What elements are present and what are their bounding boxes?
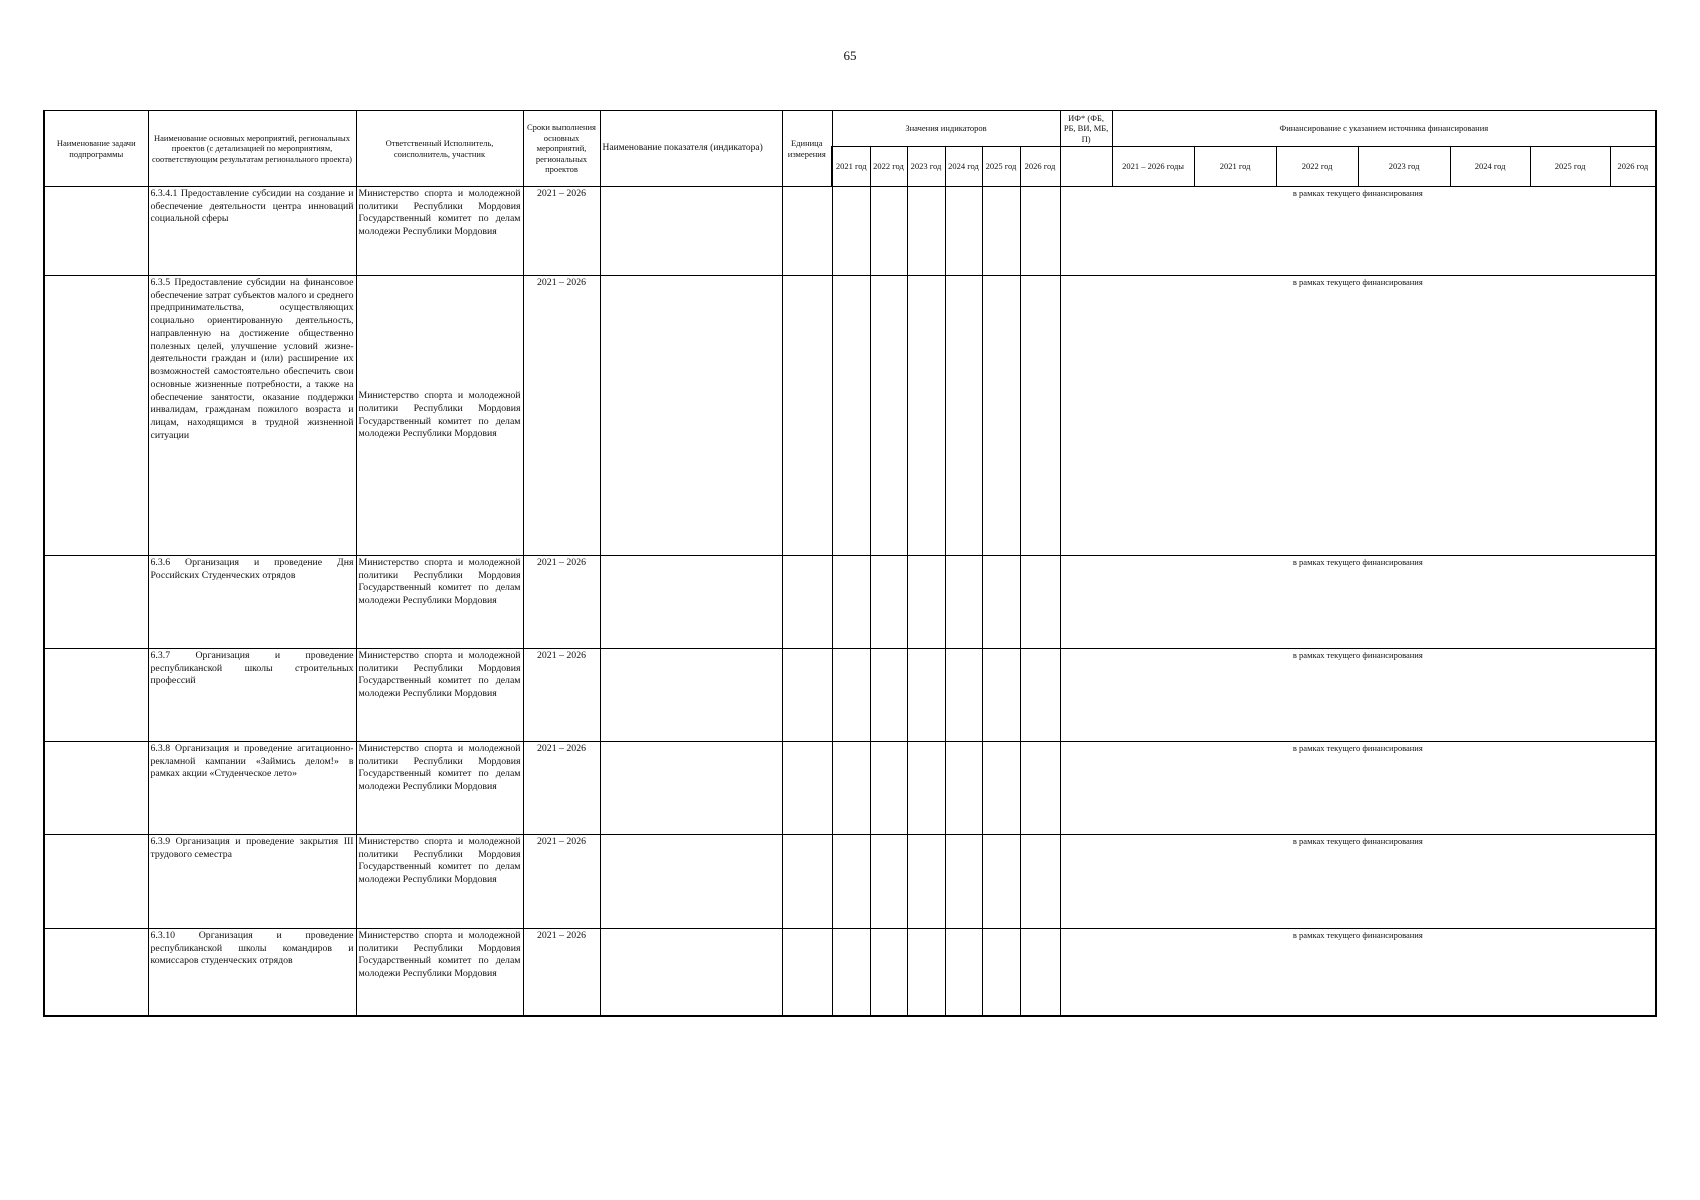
measure-cell: 6.3.4.1 Предоставление субсидии на создание и обеспечение деятельности центра инноваций социальной сферы xyxy=(148,187,356,276)
period-cell: 2021 – 2026 xyxy=(523,835,600,929)
table-row xyxy=(44,835,1656,929)
indicator-cell xyxy=(600,556,782,649)
value-cell xyxy=(870,276,907,556)
period-cell: 2021 – 2026 xyxy=(523,649,600,742)
value-cell xyxy=(832,649,870,742)
header-executor: Ответственный Исполнитель, соисполнитель, участник xyxy=(356,111,523,187)
executor-cell: Министерство спорта и молодежной политики Республики Мордовия Государственный комитет по делам молодежи Республики Мордовия xyxy=(356,187,523,276)
indicator-cell xyxy=(600,835,782,929)
measure-cell: 6.3.8 Организация и проведение агитационно-рекламной кампании «Займись делом!» в рамках акции «Студенческое лето» xyxy=(148,742,356,835)
value-cell xyxy=(945,835,982,929)
value-cell xyxy=(907,187,945,276)
value-cell xyxy=(945,276,982,556)
header-financing: Финансирование с указанием источника финансирования xyxy=(1112,111,1656,147)
period-cell: 2021 – 2026 xyxy=(523,276,600,556)
value-cell xyxy=(945,929,982,1016)
header-indicator-values: Значения индикаторов xyxy=(832,111,1060,147)
header-indicator-name: Наименование показателя (индикатора) xyxy=(600,111,782,187)
unit-cell xyxy=(782,276,832,556)
unit-cell xyxy=(782,556,832,649)
header-fin-2024: 2024 год xyxy=(1450,147,1530,187)
table-row xyxy=(44,556,1656,649)
header-source-blank xyxy=(1060,147,1112,187)
unit-cell xyxy=(782,835,832,929)
indicator-cell xyxy=(600,742,782,835)
header-task-name: Наименование задачи подпрограммы xyxy=(44,111,148,187)
table-row xyxy=(44,649,1656,742)
value-cell xyxy=(982,187,1020,276)
value-cell xyxy=(982,649,1020,742)
page-number: 65 xyxy=(843,48,857,63)
task-cell xyxy=(44,556,148,649)
period-cell: 2021 – 2026 xyxy=(523,742,600,835)
value-cell xyxy=(870,742,907,835)
executor-cell: Министерство спорта и молодежной политики Республики Мордовия Государственный комитет по делам молодежи Республики Мордовия xyxy=(356,929,523,1016)
unit-cell xyxy=(782,742,832,835)
executor-cell: Министерство спорта и молодежной политики Республики Мордовия Государственный комитет по делам молодежи Республики Мордовия xyxy=(356,835,523,929)
funding-cell: в рамках текущего финансирования xyxy=(1060,276,1656,556)
indicator-cell xyxy=(600,187,782,276)
table-row xyxy=(44,276,1656,556)
value-cell xyxy=(1020,187,1060,276)
measure-cell: 6.3.6 Организация и проведение Дня Российских Студенческих отрядов xyxy=(148,556,356,649)
header-fin-2026: 2026 год xyxy=(1610,147,1656,187)
header-fin-2022: 2022 год xyxy=(1276,147,1358,187)
funding-cell: в рамках текущего финансирования xyxy=(1060,929,1656,1016)
funding-cell: в рамках текущего финансирования xyxy=(1060,835,1656,929)
unit-cell xyxy=(782,929,832,1016)
value-cell xyxy=(982,276,1020,556)
value-cell xyxy=(907,742,945,835)
unit-cell xyxy=(782,187,832,276)
value-cell xyxy=(945,187,982,276)
task-cell xyxy=(44,649,148,742)
value-cell xyxy=(907,649,945,742)
value-cell xyxy=(1020,835,1060,929)
executor-cell: Министерство спорта и молодежной политики Республики Мордовия Государственный комитет по делам молодежи Республики Мордовия xyxy=(356,556,523,649)
value-cell xyxy=(982,742,1020,835)
funding-cell: в рамках текущего финансирования xyxy=(1060,649,1656,742)
value-cell xyxy=(832,556,870,649)
header-year-2026: 2026 год xyxy=(1020,147,1060,187)
executor-cell: Министерство спорта и молодежной политики Республики Мордовия Государственный комитет по делам молодежи Республики Мордовия xyxy=(356,742,523,835)
value-cell xyxy=(945,742,982,835)
period-cell: 2021 – 2026 xyxy=(523,929,600,1016)
executor-cell: Министерство спорта и молодежной политики Республики Мордовия Государственный комитет по делам молодежи Республики Мордовия xyxy=(356,649,523,742)
funding-cell: в рамках текущего финансирования xyxy=(1060,556,1656,649)
indicator-cell xyxy=(600,929,782,1016)
value-cell xyxy=(907,835,945,929)
table-row xyxy=(44,742,1656,835)
task-cell xyxy=(44,742,148,835)
header-measure-name: Наименование основных мероприятий, региональных проектов (с детализацией по мероприятиям, соответствующим результатам регионального проекта) xyxy=(148,111,356,187)
funding-cell: в рамках текущего финансирования xyxy=(1060,742,1656,835)
header-year-2021: 2021 год xyxy=(832,147,870,187)
table-row xyxy=(44,929,1656,1016)
measure-cell: 6.3.7 Организация и проведение республиканской школы строительных профессий xyxy=(148,649,356,742)
value-cell xyxy=(982,835,1020,929)
header-period: Сроки выполнения основных мероприятий, региональных проектов xyxy=(523,111,600,187)
value-cell xyxy=(870,556,907,649)
task-cell xyxy=(44,187,148,276)
period-cell: 2021 – 2026 xyxy=(523,187,600,276)
value-cell xyxy=(945,649,982,742)
measure-cell: 6.3.10 Организация и проведение республиканской школы командиров и комиссаров студенческих отрядов xyxy=(148,929,356,1016)
header-source: ИФ* (ФБ, РБ, ВИ, МБ, П) xyxy=(1060,111,1112,147)
value-cell xyxy=(1020,649,1060,742)
measure-cell: 6.3.5 Предоставление субсидии на финансовое обеспечение затрат субъектов малого и среднего предпринимательства, осуществляющих социально ориентированную деятельность, направленную на достижение общественно полезных целей, улучшение условий жизне-деятельности граждан и (или) расширение их возможностей самостоятельно обеспечить свои основные жизненные потребности, а также на обеспечение занятости, оказание поддержки инвалидам, гражданам пожилого возраста и лицам, находящимся в трудной жизненной ситуации xyxy=(148,276,356,556)
value-cell xyxy=(907,929,945,1016)
value-cell xyxy=(1020,929,1060,1016)
header-year-2025: 2025 год xyxy=(982,147,1020,187)
header-fin-2021: 2021 год xyxy=(1194,147,1276,187)
value-cell xyxy=(832,187,870,276)
value-cell xyxy=(832,929,870,1016)
value-cell xyxy=(1020,742,1060,835)
header-fin-2023: 2023 год xyxy=(1358,147,1450,187)
task-cell xyxy=(44,276,148,556)
header-fin-total: 2021 – 2026 годы xyxy=(1112,147,1194,187)
value-cell xyxy=(870,835,907,929)
value-cell xyxy=(832,742,870,835)
value-cell xyxy=(907,556,945,649)
value-cell xyxy=(907,276,945,556)
header-year-2022: 2022 год xyxy=(870,147,907,187)
value-cell xyxy=(982,929,1020,1016)
indicator-cell xyxy=(600,649,782,742)
value-cell xyxy=(832,276,870,556)
task-cell xyxy=(44,835,148,929)
unit-cell xyxy=(782,649,832,742)
header-unit: Единица измерения xyxy=(782,111,832,187)
value-cell xyxy=(982,556,1020,649)
funding-cell: в рамках текущего финансирования xyxy=(1060,187,1656,276)
program-table xyxy=(43,110,1657,1017)
task-cell xyxy=(44,929,148,1016)
value-cell xyxy=(870,929,907,1016)
measure-cell: 6.3.9 Организация и проведение закрытия III трудового семестра xyxy=(148,835,356,929)
indicator-cell xyxy=(600,276,782,556)
value-cell xyxy=(1020,556,1060,649)
value-cell xyxy=(870,649,907,742)
header-year-2023: 2023 год xyxy=(907,147,945,187)
value-cell xyxy=(1020,276,1060,556)
value-cell xyxy=(870,187,907,276)
header-fin-2025: 2025 год xyxy=(1530,147,1610,187)
value-cell xyxy=(945,556,982,649)
executor-cell: Министерство спорта и молодежной политики Республики Мордовия Государственный комитет по делам молодежи Республики Мордовия xyxy=(356,276,523,556)
period-cell: 2021 – 2026 xyxy=(523,556,600,649)
value-cell xyxy=(832,835,870,929)
header-year-2024: 2024 год xyxy=(945,147,982,187)
table-row xyxy=(44,187,1656,276)
